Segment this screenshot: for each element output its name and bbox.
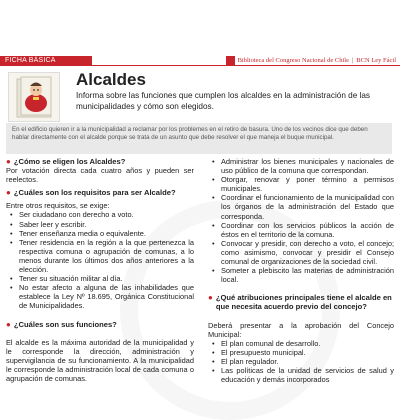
question-election	[6, 157, 194, 166]
requirements-list	[6, 210, 194, 310]
list-item: • Convocar y presidir, con derecho a voto, el concejo; como asimismo, convocar y presidir el Consejo comunal de organizaciones de la sociedad civil.	[208, 239, 394, 266]
right-column	[208, 157, 394, 384]
council-intro: Deberá presentar a la aprobación del Concejo Municipal:	[208, 320, 394, 339]
list-item: • El plan comunal de desarrollo.	[208, 339, 394, 348]
list-item: • Administrar los bienes municipales y nacionales de uso público de la comuna que correspondan.	[208, 157, 394, 175]
bcn-logo-icon	[226, 56, 235, 65]
question-council-title: ¿Qué atribuciones principales tiene el alcalde en que necesita acuerdo previo del concejo?	[215, 293, 392, 312]
section-tab: FICHA BÁSICA	[0, 56, 92, 66]
question-election-title: ¿Cómo se eligen los Alcaldes?	[13, 157, 126, 166]
brand-name: BCN Ley Fácil	[356, 56, 396, 64]
page-header	[0, 0, 400, 66]
bullet-icon: ●	[6, 188, 11, 198]
header-divider	[0, 65, 400, 66]
header-separator: |	[351, 56, 354, 64]
list-item: • El presupuesto municipal.	[208, 348, 394, 357]
question-functions	[6, 320, 194, 329]
institution-header	[226, 55, 396, 65]
list-item: • No estar afecto a alguna de las inhabilidades que establece la Ley Nº 18.695, Orgánica Constitucional de Municipalidades.	[6, 283, 194, 310]
list-item: • Someter a plebiscito las materias de administración local.	[208, 266, 394, 284]
list-item: • Otorgar, renovar y poner término a permisos municipales.	[208, 175, 394, 193]
list-item: • Saber leer y escribir.	[6, 220, 194, 229]
requirements-intro: Entre otros requisitos, se exige:	[6, 201, 110, 211]
list-item: • Coordinar con los servicios públicos la acción de éstos en el territorio de la comuna.	[208, 221, 394, 239]
list-item: • El plan regulador.	[208, 357, 394, 366]
question-council	[208, 293, 394, 311]
bullet-icon: ●	[208, 293, 213, 303]
bullet-icon: ●	[6, 157, 11, 166]
functions-list	[208, 157, 394, 284]
answer-functions: El alcalde es la máxima autoridad de la municipalidad y le corresponde la dirección, administración y supervigilancia de su funcionamiento. A la municipalidad le corresponde la administración local de cada comuna o agrupación de comunas.	[6, 337, 194, 383]
page-title: Alcaldes	[76, 70, 146, 89]
list-item: • Tener su situación militar al día.	[6, 274, 194, 283]
list-item: • Las políticas de la unidad de servicios de salud y educación y demás incorporados	[208, 366, 394, 384]
list-item: • Coordinar el funcionamiento de la municipalidad con los órganos de la administración del Estado que corresponda.	[208, 193, 394, 220]
page-subtitle: Informa sobre las funciones que cumplen los alcaldes en la administración de las municipalidades y cómo son elegidos.	[76, 91, 371, 111]
question-requirements-title: ¿Cuáles son los requisitos para ser Alcalde?	[13, 188, 176, 198]
council-list	[208, 339, 394, 384]
list-item: • Tener residencia en la región a la que pertenezca la respectiva comuna o agrupación de comunas, a lo menos durante los últimos dos años anteriores a la elección.	[6, 238, 194, 274]
question-requirements	[6, 188, 194, 197]
bullet-icon: ●	[6, 319, 11, 329]
list-item: • Tener enseñanza media o equivalente.	[6, 229, 194, 238]
illustration-image	[8, 72, 60, 122]
list-item: • Ser ciudadano con derecho a voto.	[6, 210, 194, 219]
scenario-callout: En el edificio quieren ir a la municipalidad a reclamar por los problemes en el retiro de basura. Uno de los vecinos dice que deben hablar directamente con el alcalde porque se trata de un asunto que debe resolver el que maneja el buque municipal.	[6, 123, 392, 154]
mayor-illustration-icon	[9, 73, 59, 121]
question-functions-title: ¿Cuáles son sus funciones?	[13, 319, 117, 329]
left-column	[6, 157, 194, 383]
institution-name: Biblioteca del Congreso Nacional de Chile	[237, 56, 349, 64]
answer-election: Por votación directa cada cuatro años y pueden ser reelectos.	[6, 166, 194, 185]
